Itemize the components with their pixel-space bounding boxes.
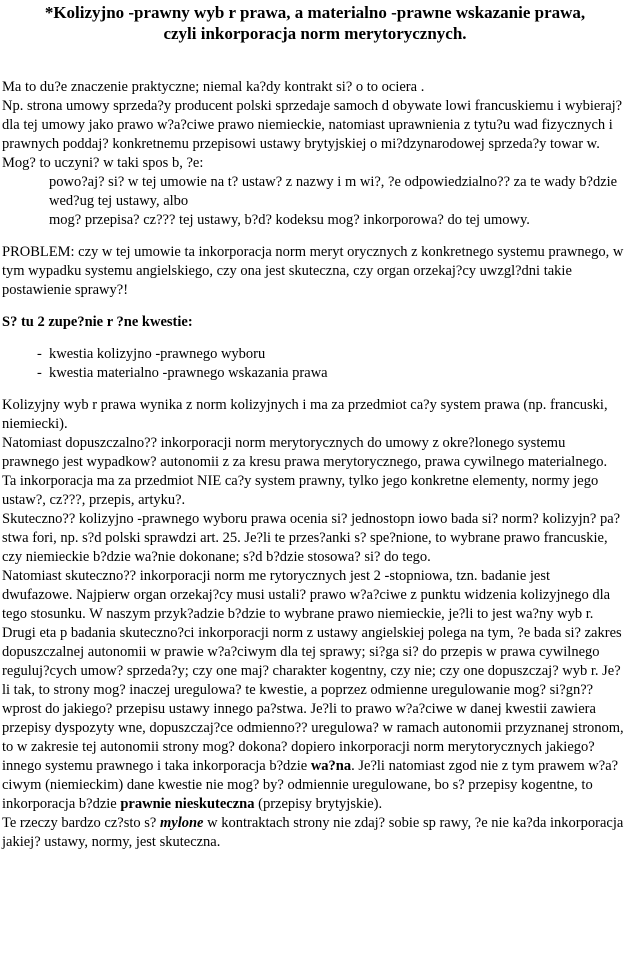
paragraph-4-text-2: . Je?li natomiast zgod nie z tym prawem w?a?ciwym (niemieckim) dane kwestie nie mog? by? odmiennie uregulowane, bo s? przepisy kogentne, to inkorporacja b?dzie (2, 758, 619, 812)
valid-emphasis: wa?na (310, 758, 352, 774)
body-paragraph-2: Natomiast dopuszczalno?? inkorporacji norm merytorycznych do umowy z okre?lonego systemu prawnego jest wypadkow? autonomii z za kresu prawa merytorycznego, prawa cywilnego materialnego. Ta inkorporacja ma za przedmiot NIE ca?y system prawny, tylko jego konkretne elementy, normy jego ustaw?, cz???, przepis, artyku?. (2, 435, 608, 508)
ineffective-emphasis: prawnie nieskuteczna (120, 796, 255, 812)
title-line-2: czyli inkorporacja norm merytorycznych. (163, 24, 467, 43)
section-heading: S? tu 2 zupe?nie r ?ne kwestie: (2, 314, 193, 330)
document-body (0, 78, 630, 852)
intro-option-1: powo?aj? si? w tej umowie na t? ustaw? z nazwy i m wi?, ?e odpowiedzialno?? za te wady b?dzie wed?ug tej ustawy, albo (49, 174, 618, 209)
intro-paragraph: Np. strona umowy sprzeda?y producent polski sprzedaje samoch d obywate lowi francuskiemu i wybieraj? dla tej umowy jako prawo w?a?ciwe prawo niemieckie, natomiast uprawnienia z tytu?u wad fizycznych i prawnych poddaj? konkretnemu przepisowi ustawy brytyjskiej o mi?dzynarodowej sprzeda?y towar w. Mog? to uczyni? w taki spos b, ?e: (2, 98, 623, 171)
body-paragraph-3: Skuteczno?? kolizyjno -prawnego wyboru prawa ocenia si? jednostopn iowo bada si? norm? kolizyjn? pa?stwa fori, np. s?d polski sprawdzi art. 25. Je?li te przes?anki s? spe?nione, to wybrane prawo francuskie, czy niemieckie b?dzie wa?nie dokonane; s?d b?dzie stosowa? si? do tego. (2, 511, 621, 565)
problem-paragraph: PROBLEM: czy w tej umowie ta inkorporacja norm meryt orycznych z konkretnego systemu prawnego, w tym wypadku systemu angielskiego, czy ona jest skuteczna, czy organ orzekaj?cy uwzgl?dni takie postawienie sprawy?! (2, 244, 624, 298)
intro-option-2: mog? przepisa? cz??? tej ustawy, b?d? kodeksu mog? inkorporowa? do tej umowy. (49, 212, 530, 228)
issue-list (2, 345, 624, 383)
document-title (4, 2, 626, 44)
intro-line: Ma to du?e znaczenie praktyczne; niemal ka?dy kontrakt si? o to ociera . (2, 79, 425, 95)
list-item: - kwestia kolizyjno -prawnego wyboru (2, 345, 624, 364)
body-paragraph-5 (2, 814, 624, 852)
title-line-1: *Kolizyjno -prawny wyb r prawa, a materialno -prawne wskazanie prawa, (44, 3, 586, 22)
paragraph-5-text: Te rzeczy bardzo cz?sto s? (2, 815, 160, 831)
paragraph-4-text: Natomiast skuteczno?? inkorporacji norm me rytorycznych jest 2 -stopniowa, tzn. badanie jest dwufazowe. Najpierw organ orzekaj?cy musi ustali? prawo w?a?ciwe z punktu widzenia kolizyjnego dla tego stosunku. W naszym przyk?adzie b?dzie to wybrane prawo niemieckie, je?li to jest wa?ny wyb r. Drugi eta p badania skuteczno?ci inkorporacji norm z ustawy angielskiej polega na tym, ?e bada si? zakres dopuszczalnej autonomii w prawie w?a?ciwym dla tej sprawy; si?ga si? do przepis w prawa cywilnego reguluj?cych umow? sprzeda?y; czy one maj? charakter kogentny, czy nie; czy one dopuszczaj? wyb r. Je?li tak, to strony mog? inaczej uregulowa? te kwestie, a poprzez odmienne uregulowanie mog? si?gn?? wprost do jakiego? przepisu ustawy innego pa?stwa. Je?li to prawo w?a?ciwe w danej kwestii zawiera przepisy dyspozyty wne, dopuszczaj?ce odmienno?? uregulowa? w ramach autonomii przyznanej stronom, to w zakresie tej autonomii strony mog? dokona? dopiero inkorporacji norm merytorycznych jakiego? innego systemu prawnego i taka inkorporacja b?dzie (2, 568, 624, 774)
confused-emphasis: mylone (160, 815, 204, 831)
paragraph-4-text-3: (przepisy brytyjskie). (254, 796, 383, 812)
list-item: - kwestia materialno -prawnego wskazania prawa (2, 364, 624, 383)
body-paragraph-1: Kolizyjny wyb r prawa wynika z norm kolizyjnych i ma za przedmiot ca?y system prawa (np. francuski, niemiecki). (2, 397, 608, 432)
paragraph-5-text-2: w kontraktach strony nie zdaj? sobie sp rawy, ?e nie ka?da inkorporacja jakiej? ustawy, normy, jest skuteczna. (2, 815, 624, 850)
body-paragraph-4 (2, 567, 624, 814)
